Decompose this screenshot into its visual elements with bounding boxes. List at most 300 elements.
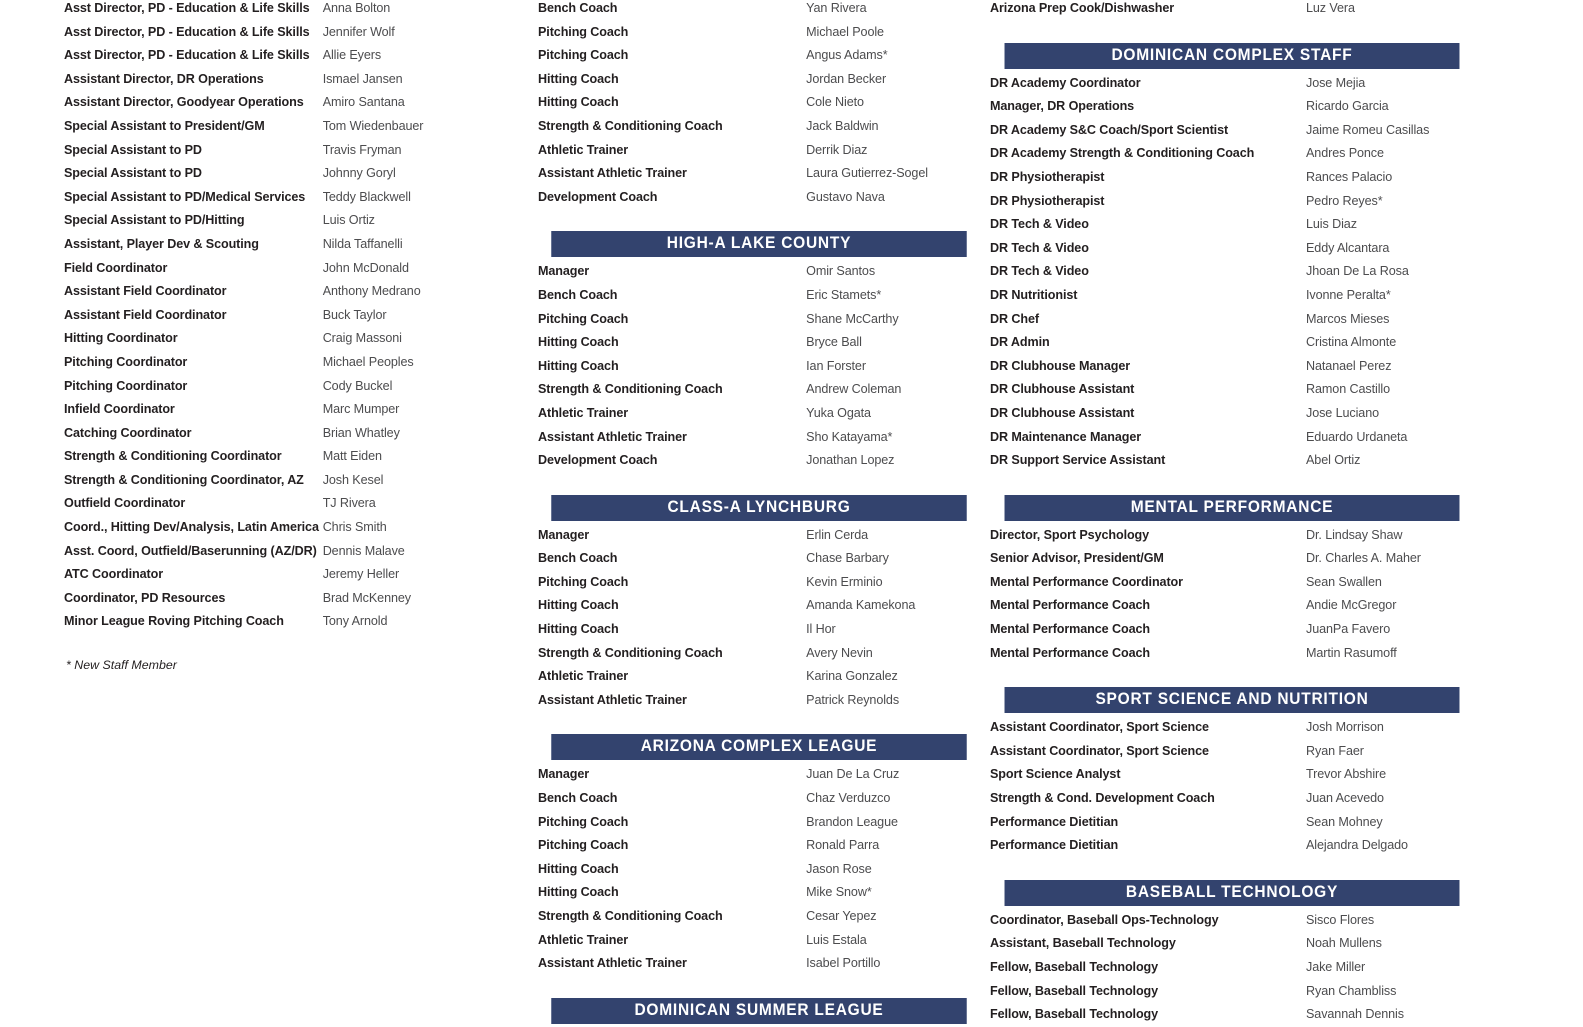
staff-name: Michael Peoples	[322, 354, 414, 369]
staff-title: Hitting Coach	[538, 95, 619, 110]
staff-title: DR Tech & Video	[990, 217, 1089, 232]
staff-name: Chris Smith	[322, 520, 387, 535]
staff-row	[64, 139, 480, 163]
staff-title: Hitting Coach	[538, 71, 619, 86]
staff-title: Arizona Prep Cook/Dishwasher	[990, 1, 1175, 15]
staff-row	[64, 304, 480, 328]
staff-title: Pitching Coordinator	[64, 354, 188, 369]
section-header: CLASS-A LYNCHBURG	[551, 495, 966, 521]
staff-name: Brandon League	[806, 814, 898, 829]
staff-name: Marcos Mieses	[1306, 311, 1390, 326]
staff-row	[990, 331, 1500, 355]
staff-section	[538, 495, 960, 713]
staff-name: Laura Gutierrez-Sogel	[806, 166, 928, 181]
staff-row	[990, 571, 1500, 595]
staff-name: Matt Eiden	[322, 449, 382, 464]
staff-title: Special Assistant to PD	[64, 142, 202, 157]
section-header: SPORT SCIENCE AND NUTRITION	[1005, 687, 1460, 713]
staff-title: Asst. Coord, Outfield/Baserunning (AZ/DR)	[64, 543, 317, 558]
staff-row	[64, 398, 480, 422]
staff-row	[990, 260, 1500, 284]
staff-name: Cole Nieto	[806, 95, 864, 110]
staff-row	[990, 0, 1500, 21]
staff-title: Outfield Coordinator	[64, 496, 186, 511]
staff-row	[538, 594, 960, 618]
staff-name: Chase Barbary	[806, 551, 889, 566]
staff-row	[64, 209, 480, 233]
staff-name: Michael Poole	[806, 24, 884, 39]
staff-name: Sisco Flores	[1306, 912, 1375, 927]
staff-title: Strength & Conditioning Coach	[538, 118, 723, 133]
staff-section	[538, 231, 960, 472]
staff-name: Cody Buckel	[322, 378, 393, 393]
staff-title: Hitting Coach	[538, 358, 619, 373]
staff-row	[538, 834, 960, 858]
staff-row	[64, 257, 480, 281]
staff-name: Luis Diaz	[1306, 217, 1357, 232]
staff-row	[538, 787, 960, 811]
staff-row	[990, 811, 1500, 835]
staff-section	[64, 0, 480, 634]
staff-title: Coord., Hitting Dev/Analysis, Latin America	[64, 520, 319, 535]
staff-title: Special Assistant to PD/Hitting	[64, 213, 245, 228]
staff-row	[538, 642, 960, 666]
staff-name: Shane McCarthy	[806, 311, 899, 326]
staff-title: DR Tech & Video	[990, 264, 1089, 279]
staff-title: Hitting Coach	[538, 335, 619, 350]
staff-name: Isabel Portillo	[806, 956, 881, 971]
staff-row	[990, 618, 1500, 642]
staff-row	[990, 355, 1500, 379]
staff-title: Pitching Coordinator	[64, 378, 188, 393]
staff-title: Hitting Coach	[538, 885, 619, 900]
staff-name: Dr. Charles A. Maher	[1306, 551, 1421, 566]
staff-name: Amiro Santana	[322, 95, 405, 110]
staff-name: Luis Ortiz	[322, 213, 375, 228]
staff-title: Assistant Director, Goodyear Operations	[64, 95, 304, 110]
staff-row	[990, 213, 1500, 237]
staff-title: Strength & Conditioning Coordinator, AZ	[64, 472, 304, 487]
staff-row	[538, 665, 960, 689]
staff-title: Fellow, Baseball Technology	[990, 960, 1159, 974]
staff-title: Fellow, Baseball Technology	[990, 1007, 1159, 1022]
staff-title: Athletic Trainer	[538, 932, 629, 947]
staff-row	[990, 119, 1500, 143]
staff-section	[990, 0, 1500, 21]
staff-row	[990, 449, 1500, 473]
staff-title: Bench Coach	[538, 551, 618, 566]
staff-row	[538, 571, 960, 595]
staff-title: Pitching Coach	[538, 24, 629, 39]
staff-row	[538, 91, 960, 115]
staff-rows	[990, 72, 1500, 473]
staff-name: Jack Baldwin	[806, 118, 879, 133]
staff-row	[64, 115, 480, 139]
staff-row	[990, 787, 1500, 811]
staff-title: DR Clubhouse Manager	[990, 358, 1131, 373]
staff-title: Hitting Coach	[538, 861, 619, 876]
staff-name: Mike Snow*	[806, 885, 872, 900]
staff-title: Manager	[538, 527, 590, 542]
staff-title: Athletic Trainer	[538, 669, 629, 684]
staff-row	[538, 763, 960, 787]
staff-title: Strength & Conditioning Coordinator	[64, 449, 282, 464]
staff-name: Bryce Ball	[806, 335, 862, 350]
staff-name: Teddy Blackwell	[322, 189, 411, 204]
staff-name: Ian Forster	[806, 358, 866, 373]
staff-row	[538, 449, 960, 473]
staff-section	[538, 0, 960, 209]
staff-name: Anthony Medrano	[322, 284, 421, 299]
staff-name: Eric Stamets*	[806, 287, 882, 302]
staff-name: Rances Palacio	[1306, 169, 1393, 184]
staff-name: Brian Whatley	[322, 425, 400, 440]
staff-row	[64, 587, 480, 611]
staff-title: Assistant Athletic Trainer	[538, 956, 687, 971]
middle-sections-container	[538, 0, 960, 1024]
staff-rows	[990, 909, 1500, 1027]
staff-row	[64, 91, 480, 115]
staff-name: Ricardo Garcia	[1306, 99, 1389, 114]
staff-title: Assistant Field Coordinator	[64, 284, 227, 299]
staff-title: DR Maintenance Manager	[990, 429, 1142, 444]
staff-name: Jonathan Lopez	[806, 453, 895, 468]
right-sections-container	[990, 0, 1500, 1027]
staff-row	[538, 186, 960, 210]
staff-name: Ryan Faer	[1306, 743, 1364, 758]
staff-name: Pedro Reyes*	[1306, 193, 1383, 208]
staff-row	[64, 375, 480, 399]
staff-title: Special Assistant to PD/Medical Services	[64, 189, 306, 204]
staff-row	[538, 331, 960, 355]
staff-row	[990, 980, 1500, 1004]
staff-title: Special Assistant to PD	[64, 166, 202, 181]
staff-rows	[64, 0, 480, 634]
new-staff-footnote: * New Staff Member	[66, 658, 177, 673]
staff-name: Cesar Yepez	[806, 909, 877, 923]
staff-row	[538, 21, 960, 45]
staff-title: Mental Performance Coach	[990, 645, 1150, 660]
staff-title: DR Support Service Assistant	[990, 453, 1166, 468]
staff-row	[64, 610, 480, 634]
staff-title: Assistant Athletic Trainer	[538, 166, 687, 181]
staff-name: Avery Nevin	[806, 645, 873, 660]
staff-row	[990, 932, 1500, 956]
staff-name: TJ Rivera	[322, 496, 376, 511]
staff-name: Jose Mejia	[1306, 75, 1366, 90]
column-left	[0, 0, 480, 672]
staff-title: DR Academy Coordinator	[990, 75, 1141, 90]
staff-row	[990, 956, 1500, 980]
staff-title: Senior Advisor, President/GM	[990, 551, 1164, 566]
staff-row	[990, 426, 1500, 450]
staff-title: DR Admin	[990, 335, 1050, 350]
staff-title: DR Physiotherapist	[990, 169, 1105, 184]
staff-row	[990, 1003, 1500, 1027]
staff-name: Chaz Verduzco	[806, 791, 891, 806]
staff-name: Ryan Chambliss	[1306, 983, 1397, 998]
staff-title: Strength & Conditioning Coach	[538, 645, 723, 660]
staff-name: John McDonald	[322, 260, 409, 275]
staff-row	[538, 952, 960, 976]
staff-name: Eduardo Urdaneta	[1306, 429, 1408, 444]
staff-section	[538, 734, 960, 975]
staff-title: Mental Performance Coach	[990, 622, 1150, 637]
staff-title: Hitting Coach	[538, 598, 619, 613]
staff-row	[64, 516, 480, 540]
staff-row	[64, 21, 480, 45]
staff-title: Performance Dietitian	[990, 814, 1119, 829]
staff-title: Assistant Director, DR Operations	[64, 71, 264, 86]
staff-title: Field Coordinator	[64, 260, 168, 275]
staff-row	[538, 44, 960, 68]
staff-name: Eddy Alcantara	[1306, 240, 1390, 255]
staff-name: Dennis Malave	[322, 543, 405, 558]
staff-title: DR Physiotherapist	[990, 193, 1105, 208]
staff-row	[64, 469, 480, 493]
staff-name: Johnny Goryl	[322, 166, 396, 181]
staff-name: Jose Luciano	[1306, 405, 1380, 420]
staff-title: Assistant, Player Dev & Scouting	[64, 236, 259, 251]
staff-name: Martin Rasumoff	[1306, 645, 1397, 660]
staff-row	[538, 618, 960, 642]
staff-row	[64, 280, 480, 304]
staff-title: Sport Science Analyst	[990, 767, 1121, 782]
section-header: MENTAL PERFORMANCE	[1005, 495, 1460, 521]
staff-title: Hitting Coordinator	[64, 331, 178, 346]
staff-name: Andres Ponce	[1306, 146, 1384, 161]
staff-name: Jennifer Wolf	[322, 24, 395, 39]
staff-title: Asst Director, PD - Education & Life Skills	[64, 24, 310, 39]
staff-row	[538, 929, 960, 953]
staff-row	[538, 905, 960, 929]
staff-title: Athletic Trainer	[538, 405, 629, 420]
staff-name: Amanda Kamekona	[806, 598, 916, 613]
staff-name: Ronald Parra	[806, 838, 880, 853]
staff-title: Performance Dietitian	[990, 838, 1119, 853]
staff-name: Marc Mumper	[322, 402, 400, 417]
staff-row	[64, 327, 480, 351]
staff-row	[990, 378, 1500, 402]
staff-row	[64, 422, 480, 446]
staff-name: Tom Wiedenbauer	[322, 118, 424, 133]
staff-name: Craig Massoni	[322, 331, 402, 346]
staff-row	[538, 284, 960, 308]
staff-title: Mental Performance Coach	[990, 598, 1150, 613]
staff-section	[990, 43, 1500, 473]
staff-rows	[538, 763, 960, 975]
staff-title: Hitting Coach	[538, 622, 619, 637]
staff-row	[64, 351, 480, 375]
staff-row	[538, 689, 960, 713]
staff-row	[538, 378, 960, 402]
staff-name: Juan Acevedo	[1306, 791, 1384, 806]
staff-title: DR Clubhouse Assistant	[990, 405, 1135, 420]
staff-name: Josh Kesel	[322, 472, 384, 487]
staff-name: Erlin Cerda	[806, 527, 869, 542]
staff-name: Alejandra Delgado	[1306, 838, 1408, 853]
staff-section	[538, 998, 960, 1024]
staff-row	[990, 642, 1500, 666]
staff-row	[64, 0, 480, 21]
staff-title: Asst Director, PD - Education & Life Skills	[64, 48, 310, 63]
staff-rows	[538, 0, 960, 209]
staff-row	[64, 162, 480, 186]
staff-title: Development Coach	[538, 453, 658, 468]
staff-title: Athletic Trainer	[538, 142, 629, 157]
staff-title: Manager	[538, 767, 590, 782]
staff-title: Assistant Athletic Trainer	[538, 692, 687, 707]
staff-title: Coordinator, PD Resources	[64, 590, 226, 605]
staff-name: Juan De La Cruz	[806, 767, 900, 782]
staff-row	[538, 402, 960, 426]
staff-name: Cristina Almonte	[1306, 335, 1397, 350]
staff-name: Karina Gonzalez	[806, 669, 898, 684]
section-header: DOMINICAN COMPLEX STAFF	[1005, 43, 1460, 69]
staff-title: Assistant Coordinator, Sport Science	[990, 720, 1209, 735]
staff-row	[990, 524, 1500, 548]
staff-name: Sean Swallen	[1306, 574, 1382, 589]
staff-row	[538, 811, 960, 835]
staff-name: Derrik Diaz	[806, 142, 868, 157]
staff-row	[990, 190, 1500, 214]
staff-name: Jhoan De La Rosa	[1306, 264, 1409, 279]
staff-name: Nilda Taffanelli	[322, 236, 403, 251]
staff-row	[990, 237, 1500, 261]
staff-name: JuanPa Favero	[1306, 622, 1391, 637]
staff-title: DR Academy Strength & Conditioning Coach	[990, 146, 1255, 161]
staff-title: Strength & Conditioning Coach	[538, 909, 723, 923]
staff-row	[64, 186, 480, 210]
staff-title: Assistant Athletic Trainer	[538, 429, 687, 444]
staff-row	[538, 0, 960, 21]
staff-name: Sho Katayama*	[806, 429, 893, 444]
staff-title: Bench Coach	[538, 1, 618, 15]
staff-row	[990, 594, 1500, 618]
staff-title: Pitching Coach	[538, 838, 629, 853]
staff-name: Ivonne Peralta*	[1306, 287, 1391, 302]
staff-row	[538, 115, 960, 139]
staff-rows	[538, 260, 960, 472]
staff-name: Angus Adams*	[806, 48, 888, 63]
staff-title: DR Nutritionist	[990, 287, 1078, 302]
staff-row	[990, 740, 1500, 764]
staff-title: Asst Director, PD - Education & Life Skills	[64, 1, 310, 15]
staff-row	[990, 284, 1500, 308]
staff-title: Assistant Field Coordinator	[64, 307, 227, 322]
staff-section	[990, 880, 1500, 1027]
staff-row	[538, 139, 960, 163]
staff-name: Andrew Coleman	[806, 382, 902, 397]
staff-row	[990, 547, 1500, 571]
staff-section	[990, 687, 1500, 858]
staff-title: DR Clubhouse Assistant	[990, 382, 1135, 397]
staff-title: Manager	[538, 264, 590, 279]
section-header: ARIZONA COMPLEX LEAGUE	[551, 734, 966, 760]
staff-name: Tony Arnold	[322, 614, 388, 629]
staff-name: Il Hor	[806, 622, 836, 637]
section-header: HIGH-A LAKE COUNTY	[551, 231, 966, 257]
staff-name: Allie Eyers	[322, 48, 382, 63]
staff-title: Manager, DR Operations	[990, 99, 1135, 114]
staff-rows	[538, 524, 960, 713]
staff-section	[990, 495, 1500, 666]
section-header: DOMINICAN SUMMER LEAGUE	[551, 998, 966, 1024]
staff-row	[538, 858, 960, 882]
staff-title: DR Academy S&C Coach/Sport Scientist	[990, 122, 1229, 137]
staff-name: Gustavo Nava	[806, 189, 885, 204]
staff-title: Director, Sport Psychology	[990, 527, 1150, 542]
staff-row	[990, 716, 1500, 740]
staff-row	[990, 909, 1500, 933]
staff-title: Infield Coordinator	[64, 402, 175, 417]
staff-title: Pitching Coach	[538, 311, 629, 326]
staff-name: Noah Mullens	[1306, 936, 1382, 951]
staff-name: Jeremy Heller	[322, 567, 400, 582]
staff-name: Brad McKenney	[322, 590, 411, 605]
staff-name: Patrick Reynolds	[806, 692, 900, 707]
staff-name: Jake Miller	[1306, 960, 1366, 974]
staff-row	[64, 445, 480, 469]
staff-name: Travis Fryman	[322, 142, 402, 157]
staff-row	[64, 492, 480, 516]
staff-name: Luz Vera	[1306, 1, 1355, 15]
staff-row	[990, 763, 1500, 787]
staff-row	[538, 260, 960, 284]
staff-name: Ramon Castillo	[1306, 382, 1390, 397]
staff-name: Josh Morrison	[1306, 720, 1384, 735]
staff-title: Catching Coordinator	[64, 425, 192, 440]
staff-title: Bench Coach	[538, 287, 618, 302]
staff-name: Jaime Romeu Casillas	[1306, 122, 1430, 137]
staff-row	[538, 355, 960, 379]
staff-name: Abel Ortiz	[1306, 453, 1361, 468]
column-right	[960, 0, 1500, 1027]
staff-title: Strength & Conditioning Coach	[538, 382, 723, 397]
staff-row	[990, 834, 1500, 858]
staff-name: Jordan Becker	[806, 71, 887, 86]
staff-name: Dr. Lindsay Shaw	[1306, 527, 1403, 542]
staff-title: Coordinator, Baseball Ops-Technology	[990, 912, 1219, 927]
staff-row	[990, 402, 1500, 426]
staff-name: Omir Santos	[806, 264, 876, 279]
staff-rows	[990, 716, 1500, 858]
staff-title: Assistant, Baseball Technology	[990, 936, 1176, 951]
staff-title: DR Tech & Video	[990, 240, 1089, 255]
left-sections-container	[64, 0, 480, 634]
staff-row	[990, 308, 1500, 332]
staff-row	[538, 162, 960, 186]
staff-row	[538, 881, 960, 905]
staff-row	[538, 524, 960, 548]
staff-rows	[990, 524, 1500, 666]
staff-title: Mental Performance Coordinator	[990, 574, 1183, 589]
staff-title: Pitching Coach	[538, 574, 629, 589]
staff-row	[64, 44, 480, 68]
staff-name: Buck Taylor	[322, 307, 387, 322]
staff-rows	[990, 0, 1500, 21]
staff-name: Anna Bolton	[322, 1, 391, 15]
section-header: BASEBALL TECHNOLOGY	[1005, 880, 1460, 906]
staff-name: Natanael Perez	[1306, 358, 1392, 373]
staff-title: Bench Coach	[538, 791, 618, 806]
staff-row	[990, 72, 1500, 96]
staff-row	[538, 308, 960, 332]
staff-row	[990, 142, 1500, 166]
staff-row	[538, 426, 960, 450]
staff-title: Pitching Coach	[538, 48, 629, 63]
staff-title: Assistant Coordinator, Sport Science	[990, 743, 1209, 758]
